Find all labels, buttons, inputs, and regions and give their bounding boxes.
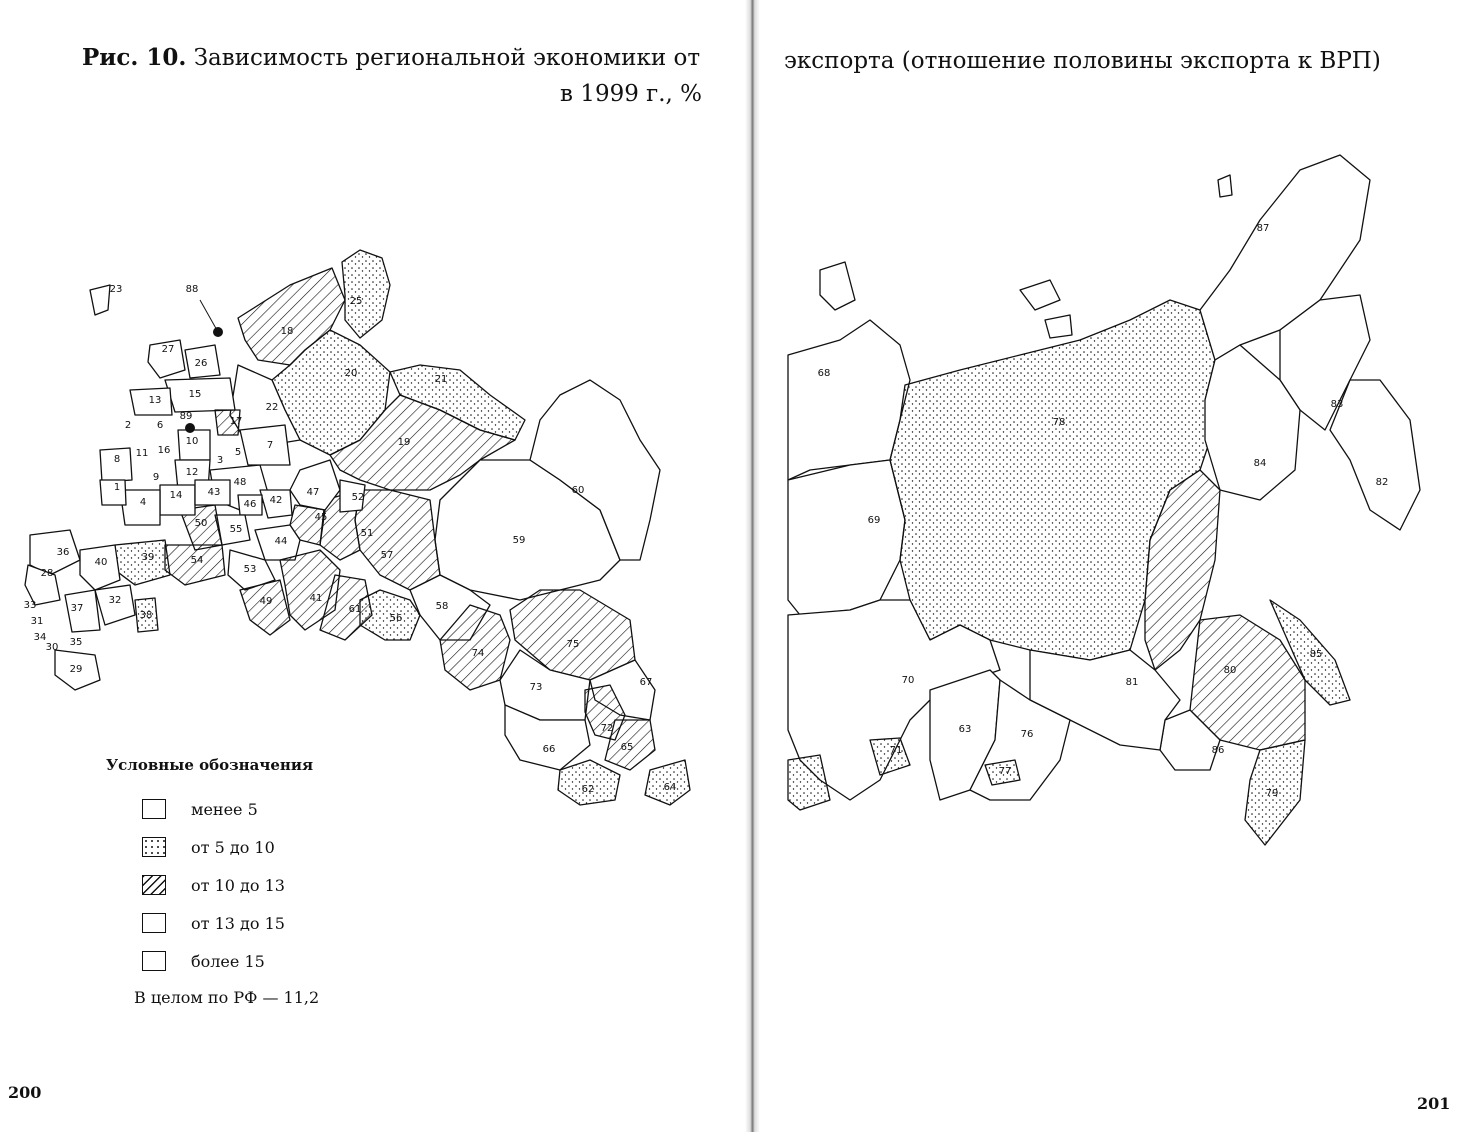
island-arctic-3 — [1045, 315, 1072, 338]
region-number: 55 — [229, 524, 243, 535]
region-62 — [558, 760, 620, 805]
region-number: 13 — [148, 395, 162, 406]
region-7 — [240, 425, 290, 465]
marker-88-leader — [200, 300, 218, 332]
region-number: 9 — [152, 472, 160, 483]
region-number: 43 — [207, 487, 221, 498]
region-number: 2 — [124, 420, 132, 431]
island-wrangel — [1218, 175, 1232, 197]
region-number: 66 — [542, 744, 556, 755]
legend-swatch — [142, 913, 166, 933]
region-number: 65 — [620, 742, 634, 753]
region-number: 32 — [108, 595, 122, 606]
region-number: 75 — [566, 639, 580, 650]
figure-title-line1: Зависимость региональной экономики от — [193, 45, 701, 71]
region-number: 23 — [109, 284, 123, 295]
region-number: 16 — [157, 445, 171, 456]
map-west — [0, 0, 745, 820]
region-number: 38 — [139, 610, 153, 621]
legend-item — [142, 942, 426, 980]
region-number: 68 — [817, 368, 831, 379]
region-number: 6 — [156, 420, 164, 431]
region-number: 19 — [397, 437, 411, 448]
region-57 — [355, 490, 440, 590]
region-number: 5 — [234, 447, 242, 458]
region-number: 77 — [998, 766, 1012, 777]
region-number: 50 — [194, 518, 208, 529]
region-number: 48 — [233, 477, 247, 488]
region-number: 82 — [1375, 477, 1389, 488]
region-number: 39 — [141, 552, 155, 563]
legend-label: от 10 до 13 — [191, 875, 285, 895]
region-number: 28 — [40, 568, 54, 579]
region-number: 35 — [69, 637, 83, 648]
region-number: 37 — [70, 603, 84, 614]
region-number: 20 — [344, 368, 358, 379]
region-number: 84 — [1253, 458, 1267, 469]
region-number: 73 — [529, 682, 543, 693]
region-number: 54 — [190, 555, 204, 566]
region-number: 51 — [360, 528, 374, 539]
region-number: 30 — [45, 642, 59, 653]
legend-swatch — [142, 875, 166, 895]
region-number: 78 — [1052, 417, 1066, 428]
region-number: 69 — [867, 515, 881, 526]
region-number: 87 — [1256, 223, 1270, 234]
region-number: 31 — [30, 616, 44, 627]
region-number: 74 — [471, 648, 485, 659]
region-number: 76 — [1020, 729, 1034, 740]
region-number: 86 — [1211, 745, 1225, 756]
region-number: 15 — [188, 389, 202, 400]
region-number: 10 — [185, 436, 199, 447]
region-number: 67 — [639, 677, 653, 688]
region-25 — [342, 250, 390, 338]
region-number: 36 — [56, 547, 70, 558]
legend — [106, 756, 426, 1007]
region-number: 22 — [265, 402, 279, 413]
island-arctic-1 — [820, 262, 855, 310]
legend-swatch — [142, 951, 166, 971]
region-number: 3 — [216, 455, 224, 466]
legend-item — [142, 904, 426, 942]
region-number: 26 — [194, 358, 208, 369]
region-number: 70 — [901, 675, 915, 686]
region-number: 4 — [139, 497, 147, 508]
region-88-coast — [90, 285, 110, 315]
region-69 — [788, 460, 905, 615]
region-number: 59 — [512, 535, 526, 546]
region-number: 8 — [113, 454, 121, 465]
map-east — [760, 0, 1475, 900]
region-49 — [240, 580, 290, 635]
marker-89 — [185, 423, 195, 433]
region-number: 83 — [1330, 399, 1344, 410]
legend-label: от 13 до 15 — [191, 913, 285, 933]
page-number-right: 201 — [1417, 1094, 1451, 1113]
legend-swatch — [142, 799, 166, 819]
region-number: 60 — [571, 485, 585, 496]
figure-title-line2: в 1999 г., % — [560, 81, 702, 107]
region-number: 79 — [1265, 788, 1279, 799]
region-number: 21 — [434, 374, 448, 385]
region-number: 61 — [348, 604, 362, 615]
region-number: 49 — [259, 596, 273, 607]
region-number: 56 — [389, 613, 403, 624]
region-number: 63 — [958, 724, 972, 735]
region-number: 42 — [269, 495, 283, 506]
region-number: 89 — [179, 411, 193, 422]
region-number: 52 — [351, 492, 365, 503]
figure-number: Рис. 10. — [82, 44, 187, 71]
region-number: 29 — [69, 664, 83, 675]
region-number: 7 — [266, 440, 274, 451]
region-number: 72 — [600, 723, 614, 734]
region-number: 64 — [663, 782, 677, 793]
legend-title: Условные обозначения — [106, 756, 314, 774]
book-gutter — [745, 0, 760, 1132]
region-number: 45 — [314, 512, 328, 523]
figure-title-continued: экспорта (отношение половины экспорта к ВРП) — [784, 48, 1381, 74]
region-number: 40 — [94, 557, 108, 568]
region-number: 18 — [280, 326, 294, 337]
region-number: 47 — [306, 487, 320, 498]
region-82 — [1330, 380, 1420, 530]
region-number: 17 — [229, 416, 243, 427]
legend-label: от 5 до 10 — [191, 837, 275, 857]
legend-label: более 15 — [191, 951, 265, 971]
region-number: 33 — [23, 600, 37, 611]
region-number: 88 — [185, 284, 199, 295]
region-number: 44 — [274, 536, 288, 547]
region-number: 14 — [169, 490, 183, 501]
region-number: 85 — [1309, 649, 1323, 660]
region-number: 57 — [380, 550, 394, 561]
legend-item — [142, 790, 426, 828]
legend-label: менее 5 — [191, 799, 258, 819]
region-number: 46 — [243, 499, 257, 510]
region-number: 62 — [581, 784, 595, 795]
region-number: 41 — [309, 593, 323, 604]
region-number: 27 — [161, 344, 175, 355]
region-number: 81 — [1125, 677, 1139, 688]
region-number: 80 — [1223, 665, 1237, 676]
island-arctic-2 — [1020, 280, 1060, 310]
region-number: 1 — [113, 482, 121, 493]
page-number-left: 200 — [8, 1083, 42, 1102]
region-number: 25 — [349, 296, 363, 307]
region-number: 71 — [889, 745, 903, 756]
region-number: 53 — [243, 564, 257, 575]
region-number: 12 — [185, 467, 199, 478]
legend-total: В целом по РФ — 11,2 — [134, 988, 320, 1007]
legend-item — [142, 828, 426, 866]
region-number: 58 — [435, 601, 449, 612]
legend-swatch — [142, 837, 166, 857]
right-page — [760, 0, 1475, 1132]
region-number: 11 — [135, 448, 149, 459]
legend-item — [142, 866, 426, 904]
region-number: 34 — [33, 632, 47, 643]
